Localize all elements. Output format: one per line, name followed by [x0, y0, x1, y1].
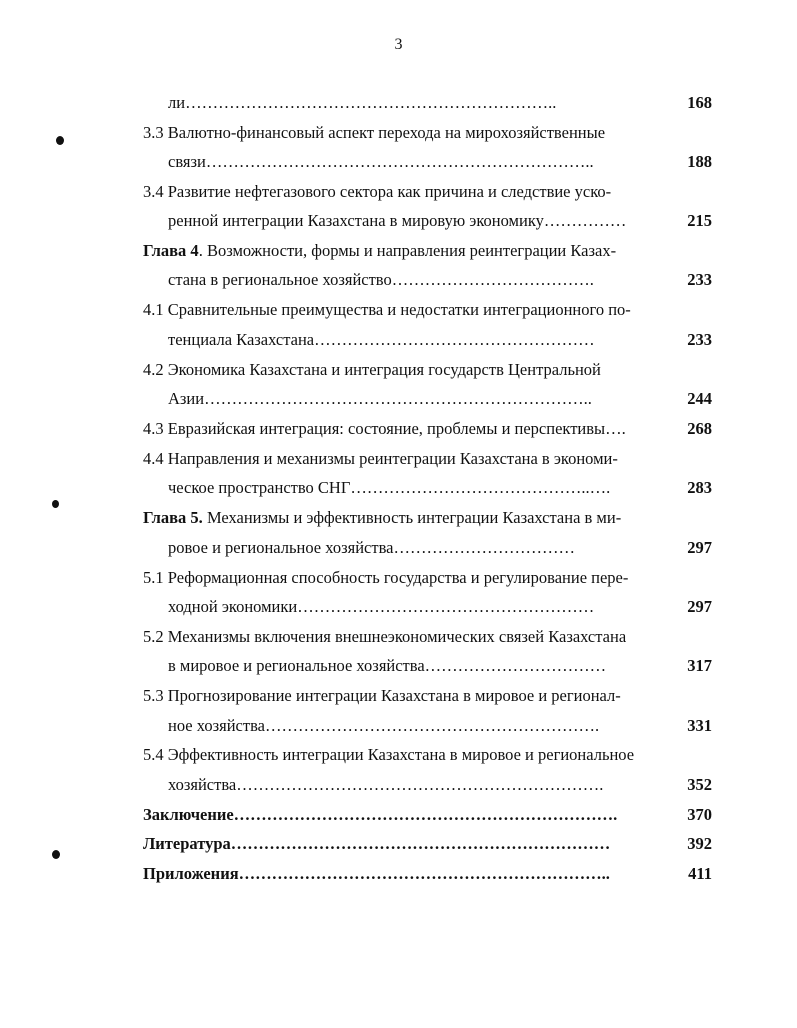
scan-speck: [56, 136, 64, 145]
toc-appendices: Приложения…………………………………………………………..: [143, 864, 610, 883]
toc-entry-11-line-1: 5.2 Механизмы включения внешнеэкономических связей Казахстана: [143, 627, 627, 646]
chapter-4-label: Глава 4: [143, 241, 199, 260]
page-number: 3: [394, 36, 403, 53]
toc-entry-5-line-1: 4.1 Сравнительные преимущества и недостатки интеграционного по-: [143, 300, 631, 319]
toc-entry-1-page: 168: [687, 93, 712, 112]
toc-entry-12-line-1: 5.3 Прогнозирование интеграции Казахстана в мировое и регионал-: [143, 686, 621, 705]
toc-entry-12-line-2: ное хозяйства…………………………………………………….: [168, 716, 600, 735]
toc-entry-8-line-2: ческое пространство СНГ……………………………………..….: [168, 478, 611, 497]
toc-entry-11-line-2: в мировое и региональное хозяйства……………………………: [168, 656, 607, 675]
scan-speck: [52, 850, 60, 859]
toc-entry-10-page: 297: [687, 597, 712, 616]
toc-conclusion-page: 370: [687, 805, 712, 824]
toc-entry-11-page: 317: [687, 656, 712, 675]
toc-appendices-page: 411: [688, 864, 712, 883]
chapter-5-title: Механизмы и эффективность интеграции Казахстана в ми-: [202, 508, 622, 527]
toc-entry-13-line-1: 5.4 Эффективность интеграции Казахстана в мировое и региональное: [143, 745, 635, 764]
toc-entry-3-line-2: ренной интеграции Казахстана в мировую экономику……………: [168, 211, 627, 230]
toc-entry-3-line-1: 3.4 Развитие нефтегазового сектора как причина и следствие уско-: [143, 182, 612, 201]
toc-entry-12-page: 331: [687, 716, 712, 735]
toc-literature: Литература……………………………………………………………: [143, 834, 611, 853]
toc-entry-9-line-2: ровое и региональное хозяйства……………………………: [168, 538, 575, 557]
toc-entry-10-line-1: 5.1 Реформационная способность государства и регулирование пере-: [143, 568, 629, 587]
toc-entry-9-page: 297: [687, 538, 712, 557]
chapter-4-title: . Возможности, формы и направления реинтеграции Казах-: [198, 241, 617, 260]
toc-entry-7-page: 268: [687, 419, 712, 438]
toc-entry-2-line-1: 3.3 Валютно-финансовый аспект перехода на мирохозяйственные: [143, 123, 606, 142]
toc-entry-7-line-1: 4.3 Евразийская интеграция: состояние, проблемы и перспективы….: [143, 419, 626, 438]
toc-entry-2-page: 188: [687, 152, 712, 171]
toc-entry-1-line-2: ли…………………………………………………………..: [168, 93, 557, 112]
toc-entry-13-page: 352: [687, 775, 712, 794]
toc-entry-13-line-2: хозяйства………………………………………………………….: [168, 775, 604, 794]
toc-entry-6-page: 244: [687, 389, 712, 408]
toc-entry-2-line-2: связи……………………………………………………………..: [168, 152, 594, 171]
toc-entry-6-line-2: Азии……………………………………………………………..: [168, 389, 592, 408]
toc-entry-8-line-1: 4.4 Направления и механизмы реинтеграции Казахстана в экономи-: [143, 449, 618, 468]
toc-entry-5-page: 233: [687, 330, 712, 349]
toc-entry-5-line-2: тенциала Казахстана……………………………………………: [168, 330, 595, 349]
toc-entry-4-line-2: стана в региональное хозяйство……………………………….: [168, 270, 594, 289]
toc-entry-10-line-2: ходной экономики………………………………………………: [168, 597, 595, 616]
toc-entry-4-page: 233: [687, 270, 712, 289]
toc-conclusion: Заключение…………………………………………………………….: [143, 805, 618, 824]
toc-entry-9-line-1: [143, 508, 621, 528]
toc-entry-3-page: 215: [687, 211, 712, 230]
toc-literature-page: 392: [687, 834, 712, 853]
toc-entry-8-page: 283: [687, 478, 712, 497]
scan-speck: [52, 500, 59, 508]
toc-entry-6-line-1: 4.2 Экономика Казахстана и интеграция государств Центральной: [143, 360, 601, 379]
chapter-5-label: Глава 5.: [143, 508, 203, 527]
toc-entry-4-line-1: [143, 241, 616, 261]
